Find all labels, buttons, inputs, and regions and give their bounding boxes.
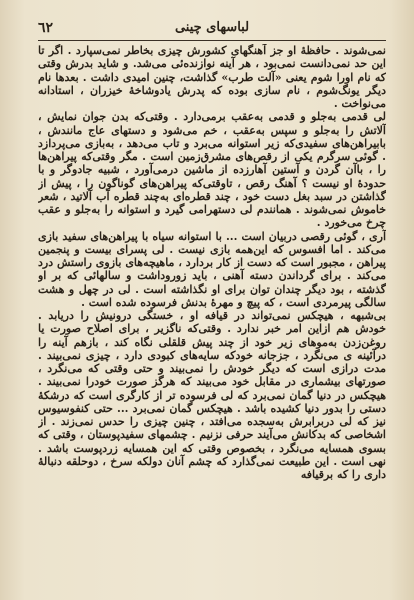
body-text [38,44,386,584]
running-title: لباسهای چینی [174,20,250,35]
paragraph: نمی‌شوند . حافظهٔ او جز آهنگهای کشورش چیزی بخاطر نمی‌سپارد . اگر تا این حد نمی‌دانست نمی‌بود ، هر آینه نوازنده‌ئی می‌شد. و شاید بدرش وقتی که نام اورا شوم یعنی «آلت طرب» گذاشت، چنین امیدی داشت . بعد‌ها نام دیگر یونگ‌شوم ، نام سازی بوده که پدرش یادوشاخهٔ خیزران ، استادانه می‌نواخت . [38,44,386,110]
paragraph: آری ، گوئی رقصی دربیان است ... با استوانه سیاه با پیراهن‌های سفید بازی می‌کند . اما افسوس که این‌همه بازی نیست . لی پسرای بیست و پنجمین پیراهن ، مجبور است که دست از کار بردارد ، ماهیچه‌های بازوی راستش درد می‌کند . برای گرداندن دسته آهنی ، باید زوروداشت و سالهائی که بر او گذشته ، بود دیگر چندان توان برای او نگذاشته است . لی در چهل و هشت سالگی پیرمردی است ، که پیچ و مهرهٔ بدنش فرسوده شده است . [38,229,386,309]
page-header [38,18,386,41]
paragraph: بی‌شبهه ، هیچکس نمی‌تواند در قیافه او ، خستگی درونیش را دریابد . خودش هم ازاین امر خبر ندارد . وقتی‌که ناگزیر ، برای اصلاح صورت یا روغن‌زدن به‌موهای زیر خود از چند پیش قلقلی نگاه کند ، بازهم آینه را درآئینه ی می‌نگرد ، جز‌جانه خودکه سایه‌های کبودی دارد ، چیزی نمی‌بیند . مدت درازی است که دیگر خودش را نمی‌بیند و حتی وقتی که می‌نگرد ، صورتهای بیشماری در مقابل خود می‌بیند که هرگز صورت خودرا نمی‌بیند . هیچکس در دنیا گمان نمی‌برد که لی فرسوده تر از کارگری است که درشکهٔ دستی را بدور دنیا کشیده باشد . هیچکس گمان نمی‌برد ... حتی کنفوسیوس نیز که لی دربرابرش به‌سجده می‌افتد ، چنین چیزی را حدس نمی‌زند . از اشخاصی که بدکانش می‌آیند حرفی نزنیم . چشمهای سفید‌پوستان ، وقتی که بسوی همسایه می‌نگرد ، بخصوص وقتی که این همسایه زردپوست باشد . نهی است . این طبیعت نمی‌گذارد که چشم آنان دولکه سرخ ، دوحلقه دنبالهٔ داری را که برقیافه [38,309,386,481]
paragraph: لی قدمی به‌جلو و قدمی به‌عقب برمی‌دارد . وقتی‌که بدن جوان نمایش ، آلاتش را به‌جلو و سپس به‌عقب ، خم می‌شود و دستهای عاج مانندش ، بابیراهن‌های سفیدی‌که زیر استوانه می‌برد و تاب می‌دهد ، به‌بازی می‌پردازد . گوئی سرگرم یکی از رقص‌های مشرق‌زمین است . مگر وقتی‌که پیراهن‌ها را ، باآن گردن و آستین آهارزده از ماشین درمی‌آورد ، شبیه جادوگر و با حدودهٔ او نیست ؟ آهنگ رقص ، تاوقتی‌که پیراهن‌های گوناگون را ، پیش از گذاشتن در سبد بغل دست خود ، چند قطره‌ای به‌چند قطره آب آلاتید ، شعر خاموش نمی‌شوند . همانندم لی دستهرامی گیرد و استوانه را به‌جلو و عقب چرخ می‌خورد . [38,110,386,230]
page-number: ٦٢ [38,20,54,36]
